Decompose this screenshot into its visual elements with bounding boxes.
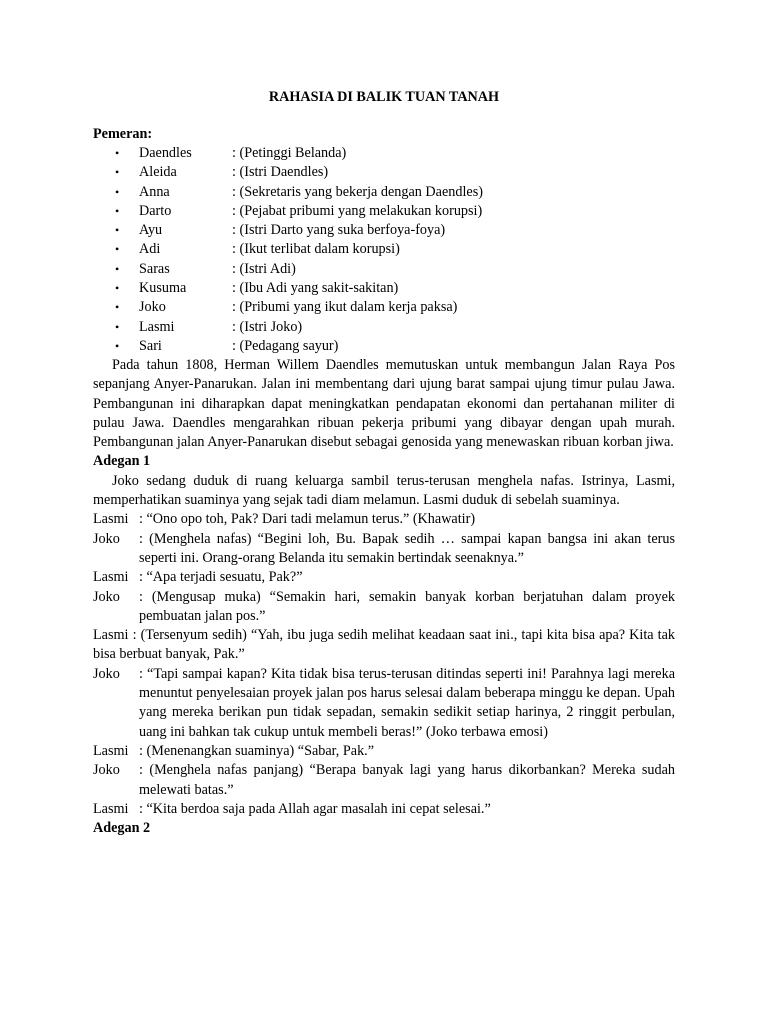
bullet-icon: • — [115, 338, 120, 353]
bullet-icon: • — [115, 281, 120, 296]
cast-role: : (Istri Adi) — [232, 260, 296, 277]
dialogue-speaker: Joko — [93, 762, 120, 779]
cast-role: : (Pejabat pribumi yang melakukan korupsi) — [232, 202, 483, 219]
bullet-icon: • — [115, 319, 120, 334]
dialogue-speaker: Lasmi — [93, 742, 129, 759]
dialogue-line — [93, 800, 675, 819]
scene-2-heading: Adegan 2 — [93, 820, 151, 837]
cast-role: : (Istri Daendles) — [232, 164, 329, 181]
dialogue-line — [93, 761, 675, 800]
cast-name: Aleida — [139, 164, 177, 181]
cast-role: : (Pedagang sayur) — [232, 337, 339, 354]
dialogue-text: : (Menghela nafas panjang) “Berapa banyak lagi yang harus dikorbankan? Mereka sudah melewati batas.” — [139, 762, 675, 798]
script-body — [93, 356, 675, 838]
cast-role: : (Pribumi yang ikut dalam kerja paksa) — [232, 299, 458, 316]
dialogue-speaker: Joko — [93, 530, 120, 547]
dialogue-text: : “Kita berdoa saja pada Allah agar masalah ini cepat selesai.” — [139, 800, 491, 817]
dialogue-speaker: Joko — [93, 588, 120, 605]
cast-name: Daendles — [139, 145, 192, 161]
scene-1-narration: Joko sedang duduk di ruang keluarga sambil terus-terusan menghela nafas. Istrinya, Lasmi, memperhatikan suaminya yang sejak tadi diam melamun. Lasmi duduk di sebelah suaminya. — [93, 472, 675, 509]
cast-name: Sari — [139, 337, 162, 354]
dialogue-speaker: Lasmi — [93, 627, 129, 644]
cast-name: Kusuma — [139, 280, 187, 297]
dialogue-line — [93, 588, 675, 627]
dialogue-text: : (Menenangkan suaminya) “Sabar, Pak.” — [139, 742, 375, 759]
cast-name: Lasmi — [139, 318, 175, 335]
cast-role: : (Istri Darto yang suka berfoya-foya) — [232, 222, 446, 239]
intro-paragraph: Pada tahun 1808, Herman Willem Daendles memutuskan untuk membangun Jalan Raya Pos sepanjang Anyer-Panarukan. Jalan ini membentang dari ujung barat sampai ujung timur pulau Jawa. Pembangunan ini diharapkan dapat meningkatkan pendapatan ekonomi dan pertahanan militer di pulau Jawa. Daendles mengarahkan ribuan pekerja pribumi yang dibayar dengan upah murah. Pembangunan jalan Anyer-Panarukan disebut sebagai genosida yang menewaskan ribuan korban jiwa. — [93, 357, 675, 451]
dialogue-text: : (Mengusap muka) “Semakin hari, semakin banyak korban berjatuhan dalam proyek pembuatan jalan pos.” — [139, 588, 675, 624]
dialogue-speaker: Joko — [93, 665, 120, 682]
cast-role: : (Ikut terlibat dalam korupsi) — [232, 241, 400, 258]
bullet-icon: • — [115, 184, 120, 199]
bullet-icon: • — [115, 223, 120, 238]
dialogue-line — [93, 665, 675, 742]
bullet-icon: • — [115, 165, 120, 180]
dialogue-line — [93, 530, 675, 569]
bullet-icon: • — [115, 203, 120, 218]
cast-role: : (Ibu Adi yang sakit-sakitan) — [232, 280, 399, 297]
bullet-icon: • — [115, 242, 120, 257]
cast-role: : (Sekretaris yang bekerja dengan Daendles) — [232, 183, 483, 200]
dialogue-text: : “Ono opo toh, Pak? Dari tadi melamun terus.” (Khawatir) — [139, 511, 476, 528]
dialogue-text: : “Tapi sampai kapan? Kita tidak bisa terus-terusan ditindas seperti ini! Parahnya lagi mereka menuntut penyelesaian proyek jalan pos harus selesai dalam beberapa minggu ke depan. Upah yang mereka berikan pun tidak sepadan, semakin sedikit setiap harinya, 2 ringgit perbulan, uang ini bahkan tak cukup untuk membeli beras!” (Joko terbawa emosi) — [139, 665, 675, 740]
dialogue-line — [93, 568, 675, 587]
cast-role: : (Petinggi Belanda) — [232, 145, 347, 161]
dialogue-text: : “Apa terjadi sesuatu, Pak?” — [139, 569, 303, 586]
dialogue-line — [93, 510, 675, 529]
dialogue-line — [93, 626, 675, 665]
dialogue-speaker: Lasmi — [93, 800, 129, 817]
scene-1-heading: Adegan 1 — [93, 453, 151, 470]
bullet-icon: • — [115, 146, 120, 160]
dialogue-line — [93, 742, 675, 761]
cast-name: Adi — [139, 241, 161, 258]
cast-heading: Pemeran: — [93, 126, 153, 142]
cast-role: : (Istri Joko) — [232, 318, 303, 335]
cast-name: Saras — [139, 260, 170, 277]
document-title: RAHASIA DI BALIK TUAN TANAH — [268, 89, 500, 105]
dialogue-text: : (Menghela nafas) “Begini loh, Bu. Bapak sedih … sampai kapan bangsa ini akan terus seperti ini. Orang-orang Belanda itu semakin bertindak seenaknya.” — [139, 530, 675, 566]
cast-name: Joko — [139, 299, 166, 316]
bullet-icon: • — [115, 261, 120, 276]
bullet-icon: • — [115, 300, 120, 315]
dialogue-speaker: Lasmi — [93, 569, 129, 586]
dialogue-text: : (Tersenyum sedih) “Yah, ibu juga sedih melihat keadaan saat ini., tapi kita bisa apa? Kita tak bisa berbuat banyak, Pak.” — [93, 627, 675, 663]
dialogue-speaker: Lasmi — [93, 511, 129, 528]
cast-name: Darto — [139, 202, 172, 219]
cast-name: Anna — [139, 183, 170, 200]
cast-name: Ayu — [139, 222, 163, 239]
